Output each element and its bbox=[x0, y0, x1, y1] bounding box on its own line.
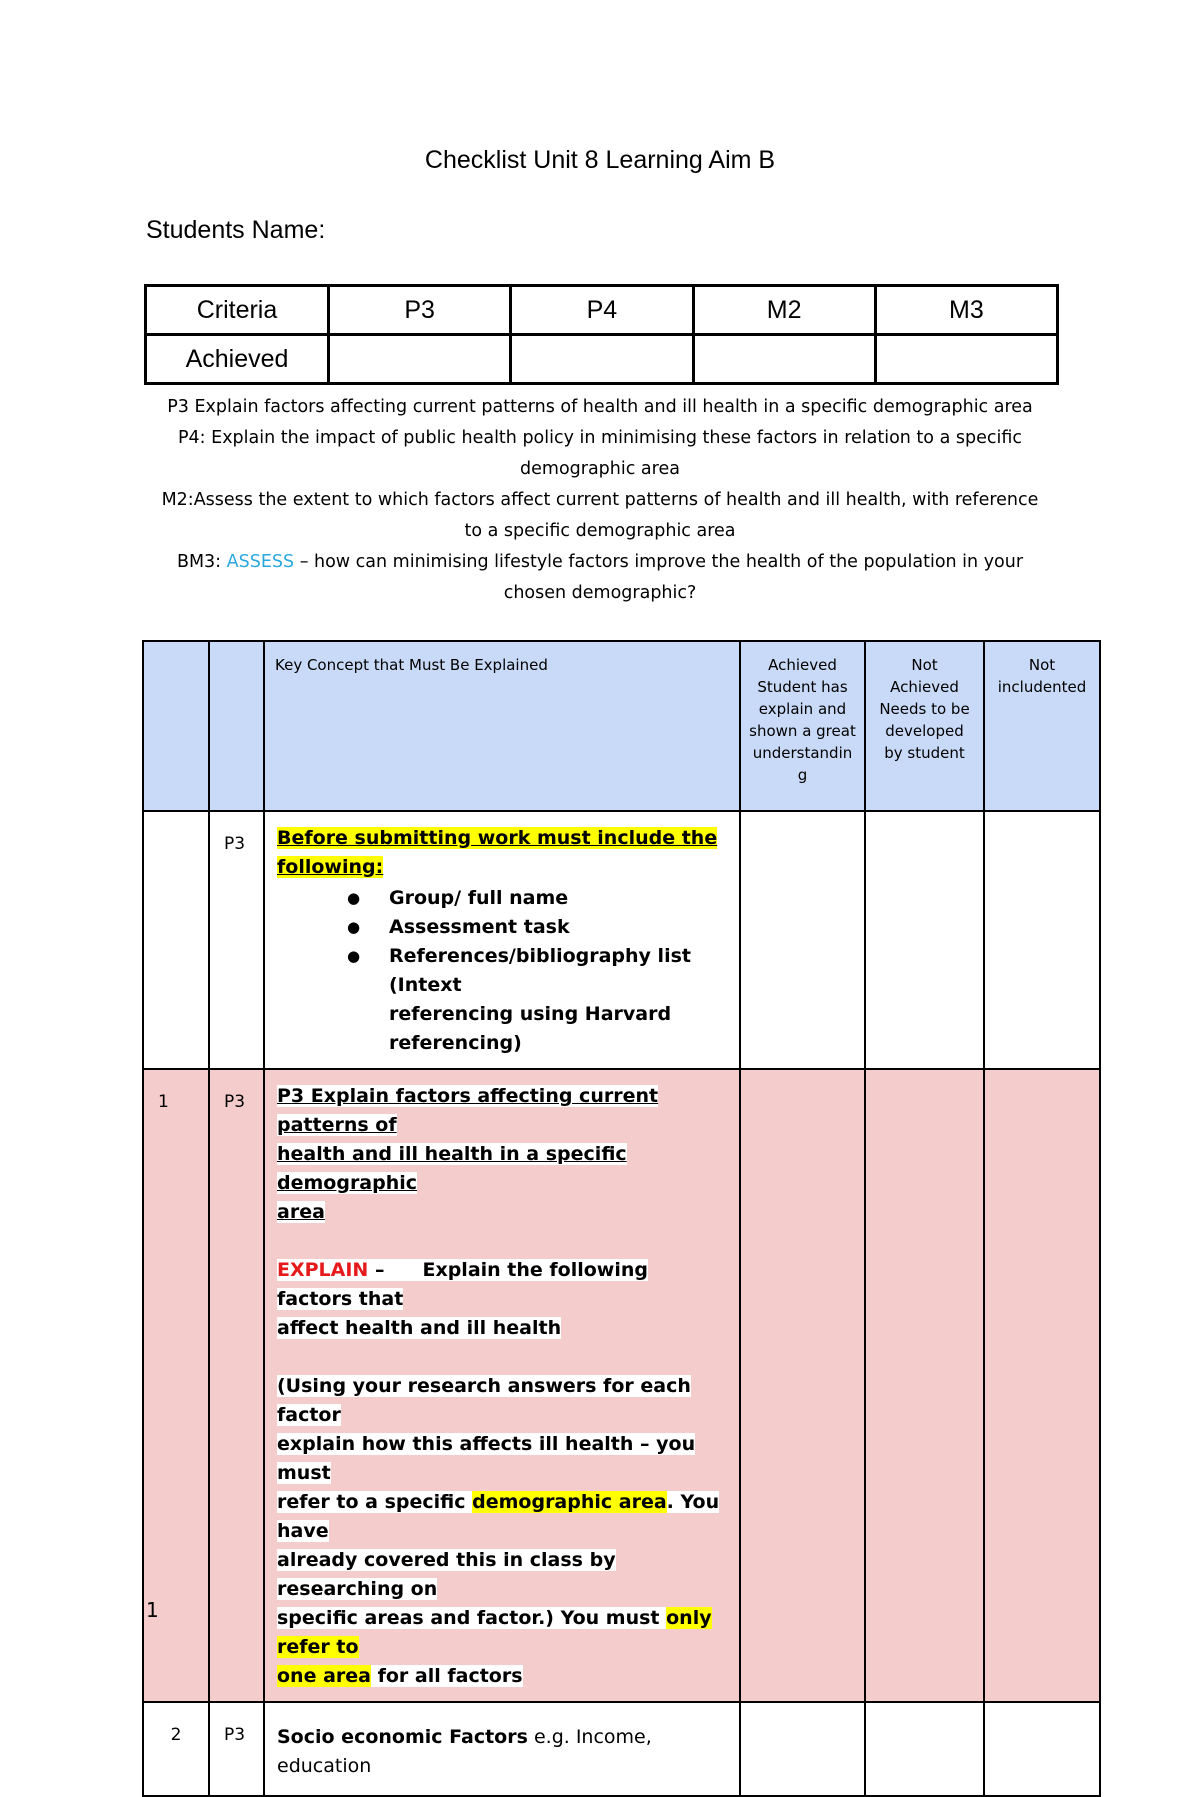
desc-m2-line1: M2:Assess the extent to which factors affect current patterns of health and ill health, with reference bbox=[161, 490, 1039, 510]
intro-num-cell bbox=[143, 811, 209, 1069]
page-title: Checklist Unit 8 Learning Aim B bbox=[424, 146, 776, 174]
row1-not-achieved-cell[interactable] bbox=[865, 1069, 984, 1702]
desc-p4-line2: demographic area bbox=[520, 459, 680, 479]
checklist-table bbox=[142, 640, 1101, 1797]
header-achieved-l3: explain and bbox=[758, 700, 847, 718]
list-item: ● Assessment task bbox=[377, 913, 727, 942]
achieved-label: Achieved bbox=[146, 335, 329, 384]
bm3-line1-rest: – how can minimising lifestyle factors improve the health of the population in your bbox=[294, 552, 1024, 572]
bm3-assess-keyword: ASSESS bbox=[226, 552, 295, 572]
row1-note-l3a: refer to a specific bbox=[277, 1491, 473, 1513]
students-name-label: Students Name: bbox=[146, 216, 326, 244]
achieved-m3-cell[interactable] bbox=[875, 335, 1057, 384]
bm3-prefix: BM3: bbox=[176, 552, 222, 572]
list-item: ● Group/ full name bbox=[377, 884, 727, 913]
achieved-p4-cell[interactable] bbox=[511, 335, 693, 384]
intro-not-included-cell[interactable] bbox=[984, 811, 1100, 1069]
intro-content bbox=[264, 811, 740, 1069]
criteria-header-m3: M3 bbox=[875, 286, 1057, 335]
row1-note-l4: already covered this in class by researching on bbox=[277, 1549, 616, 1600]
row1-note-l6-highlight: one area bbox=[277, 1665, 371, 1687]
achieved-m2-cell[interactable] bbox=[693, 335, 875, 384]
row1-num: 1 bbox=[143, 1069, 209, 1702]
row1-note-l5a: specific areas and factor.) You must bbox=[277, 1607, 667, 1629]
row1-note-l3-highlight: demographic area bbox=[472, 1491, 667, 1513]
header-not-achieved-l1: Not bbox=[911, 656, 938, 674]
row2-content bbox=[264, 1702, 740, 1796]
checklist-header-row bbox=[143, 641, 1100, 811]
criteria-header-m2: M2 bbox=[693, 286, 875, 335]
desc-m2-line2: to a specific demographic area bbox=[464, 521, 736, 541]
header-not-included bbox=[984, 641, 1100, 811]
row2-rest: e.g. Income, education bbox=[277, 1726, 652, 1777]
header-not-achieved-l3: Needs to be bbox=[879, 700, 970, 718]
intro-achieved-cell[interactable] bbox=[740, 811, 865, 1069]
intro-not-achieved-cell[interactable] bbox=[865, 811, 984, 1069]
header-achieved-l5: understandin bbox=[752, 744, 853, 762]
list-item-line2: referencing using Harvard bbox=[389, 1003, 672, 1025]
row1-note-l5-highlight: only refer to bbox=[277, 1607, 712, 1658]
header-not-achieved bbox=[865, 641, 984, 811]
header-achieved bbox=[740, 641, 865, 811]
row2-achieved-cell[interactable] bbox=[740, 1702, 865, 1796]
row1-title-l1: P3 Explain factors affecting current patterns of bbox=[277, 1085, 659, 1136]
intro-heading-a: Before submitting work must include the bbox=[277, 827, 718, 849]
row2-bold: Socio economic Factors bbox=[277, 1726, 528, 1748]
row1-note-l1: (Using your research answers for each factor bbox=[277, 1375, 691, 1426]
header-num-cell bbox=[143, 641, 209, 811]
row2-num: 2 bbox=[143, 1702, 209, 1796]
table-row bbox=[143, 1702, 1100, 1796]
row1-note-l6b: for all factors bbox=[370, 1665, 523, 1687]
list-item bbox=[377, 942, 727, 1058]
row1-note-l3b: . You have bbox=[277, 1491, 720, 1542]
intro-criterion: P3 bbox=[209, 811, 264, 1069]
desc-p3: P3 Explain factors affecting current patterns of health and ill health in a specific demographic area bbox=[167, 397, 1033, 417]
header-key-concept: Key Concept that Must Be Explained bbox=[264, 641, 740, 811]
intro-heading-b: following: bbox=[277, 856, 384, 878]
criteria-descriptions bbox=[130, 392, 1070, 609]
header-not-included-l2: includented bbox=[997, 678, 1087, 696]
row1-explain-dash: – bbox=[368, 1259, 385, 1281]
row1-explain-keyword: EXPLAIN bbox=[277, 1259, 369, 1281]
list-item-line3: referencing) bbox=[389, 1032, 522, 1054]
row1-title-l3: area bbox=[277, 1201, 325, 1223]
row1-achieved-cell[interactable] bbox=[740, 1069, 865, 1702]
header-not-achieved-l4: developed bbox=[885, 722, 964, 740]
header-achieved-l2: Student has bbox=[757, 678, 848, 696]
header-criterion-cell bbox=[209, 641, 264, 811]
criteria-header-row bbox=[146, 286, 1058, 335]
header-achieved-l6: g bbox=[797, 766, 808, 784]
row1-title-l2: health and ill health in a specific demographic bbox=[277, 1143, 627, 1194]
header-achieved-l1: Achieved bbox=[768, 656, 837, 674]
header-not-achieved-l5: by student bbox=[884, 744, 965, 762]
criteria-header-p4: P4 bbox=[511, 286, 693, 335]
header-not-included-l1: Not bbox=[1028, 656, 1056, 674]
table-row bbox=[143, 811, 1100, 1069]
row1-note-l2: explain how this affects ill health – you must bbox=[277, 1433, 696, 1484]
criteria-table bbox=[144, 284, 1059, 385]
intro-required-list bbox=[277, 884, 727, 1058]
desc-p4-line1: P4: Explain the impact of public health policy in minimising these factors in relation to a specific bbox=[178, 428, 1022, 448]
achieved-p3-cell[interactable] bbox=[329, 335, 511, 384]
row1-explain-l1: Explain the following factors that bbox=[277, 1259, 648, 1310]
criteria-header-criteria: Criteria bbox=[146, 286, 329, 335]
header-not-achieved-l2: Achieved bbox=[890, 678, 959, 696]
criteria-header-p3: P3 bbox=[329, 286, 511, 335]
row2-not-achieved-cell[interactable] bbox=[865, 1702, 984, 1796]
criteria-achieved-row bbox=[146, 335, 1058, 384]
row1-explain-l2: affect health and ill health bbox=[277, 1317, 562, 1339]
desc-bm3-line1 bbox=[130, 547, 1070, 578]
row1-criterion: P3 bbox=[209, 1069, 264, 1702]
desc-bm3-line2: chosen demographic? bbox=[503, 583, 697, 603]
row1-not-included-cell[interactable] bbox=[984, 1069, 1100, 1702]
row1-content bbox=[264, 1069, 740, 1702]
list-item-line1: References/bibliography list (Intext bbox=[389, 945, 691, 996]
row2-not-included-cell[interactable] bbox=[984, 1702, 1100, 1796]
row2-criterion: P3 bbox=[209, 1702, 264, 1796]
header-achieved-l4: shown a great bbox=[749, 722, 856, 740]
table-row bbox=[143, 1069, 1100, 1702]
page-number: 1 bbox=[146, 1598, 159, 1622]
